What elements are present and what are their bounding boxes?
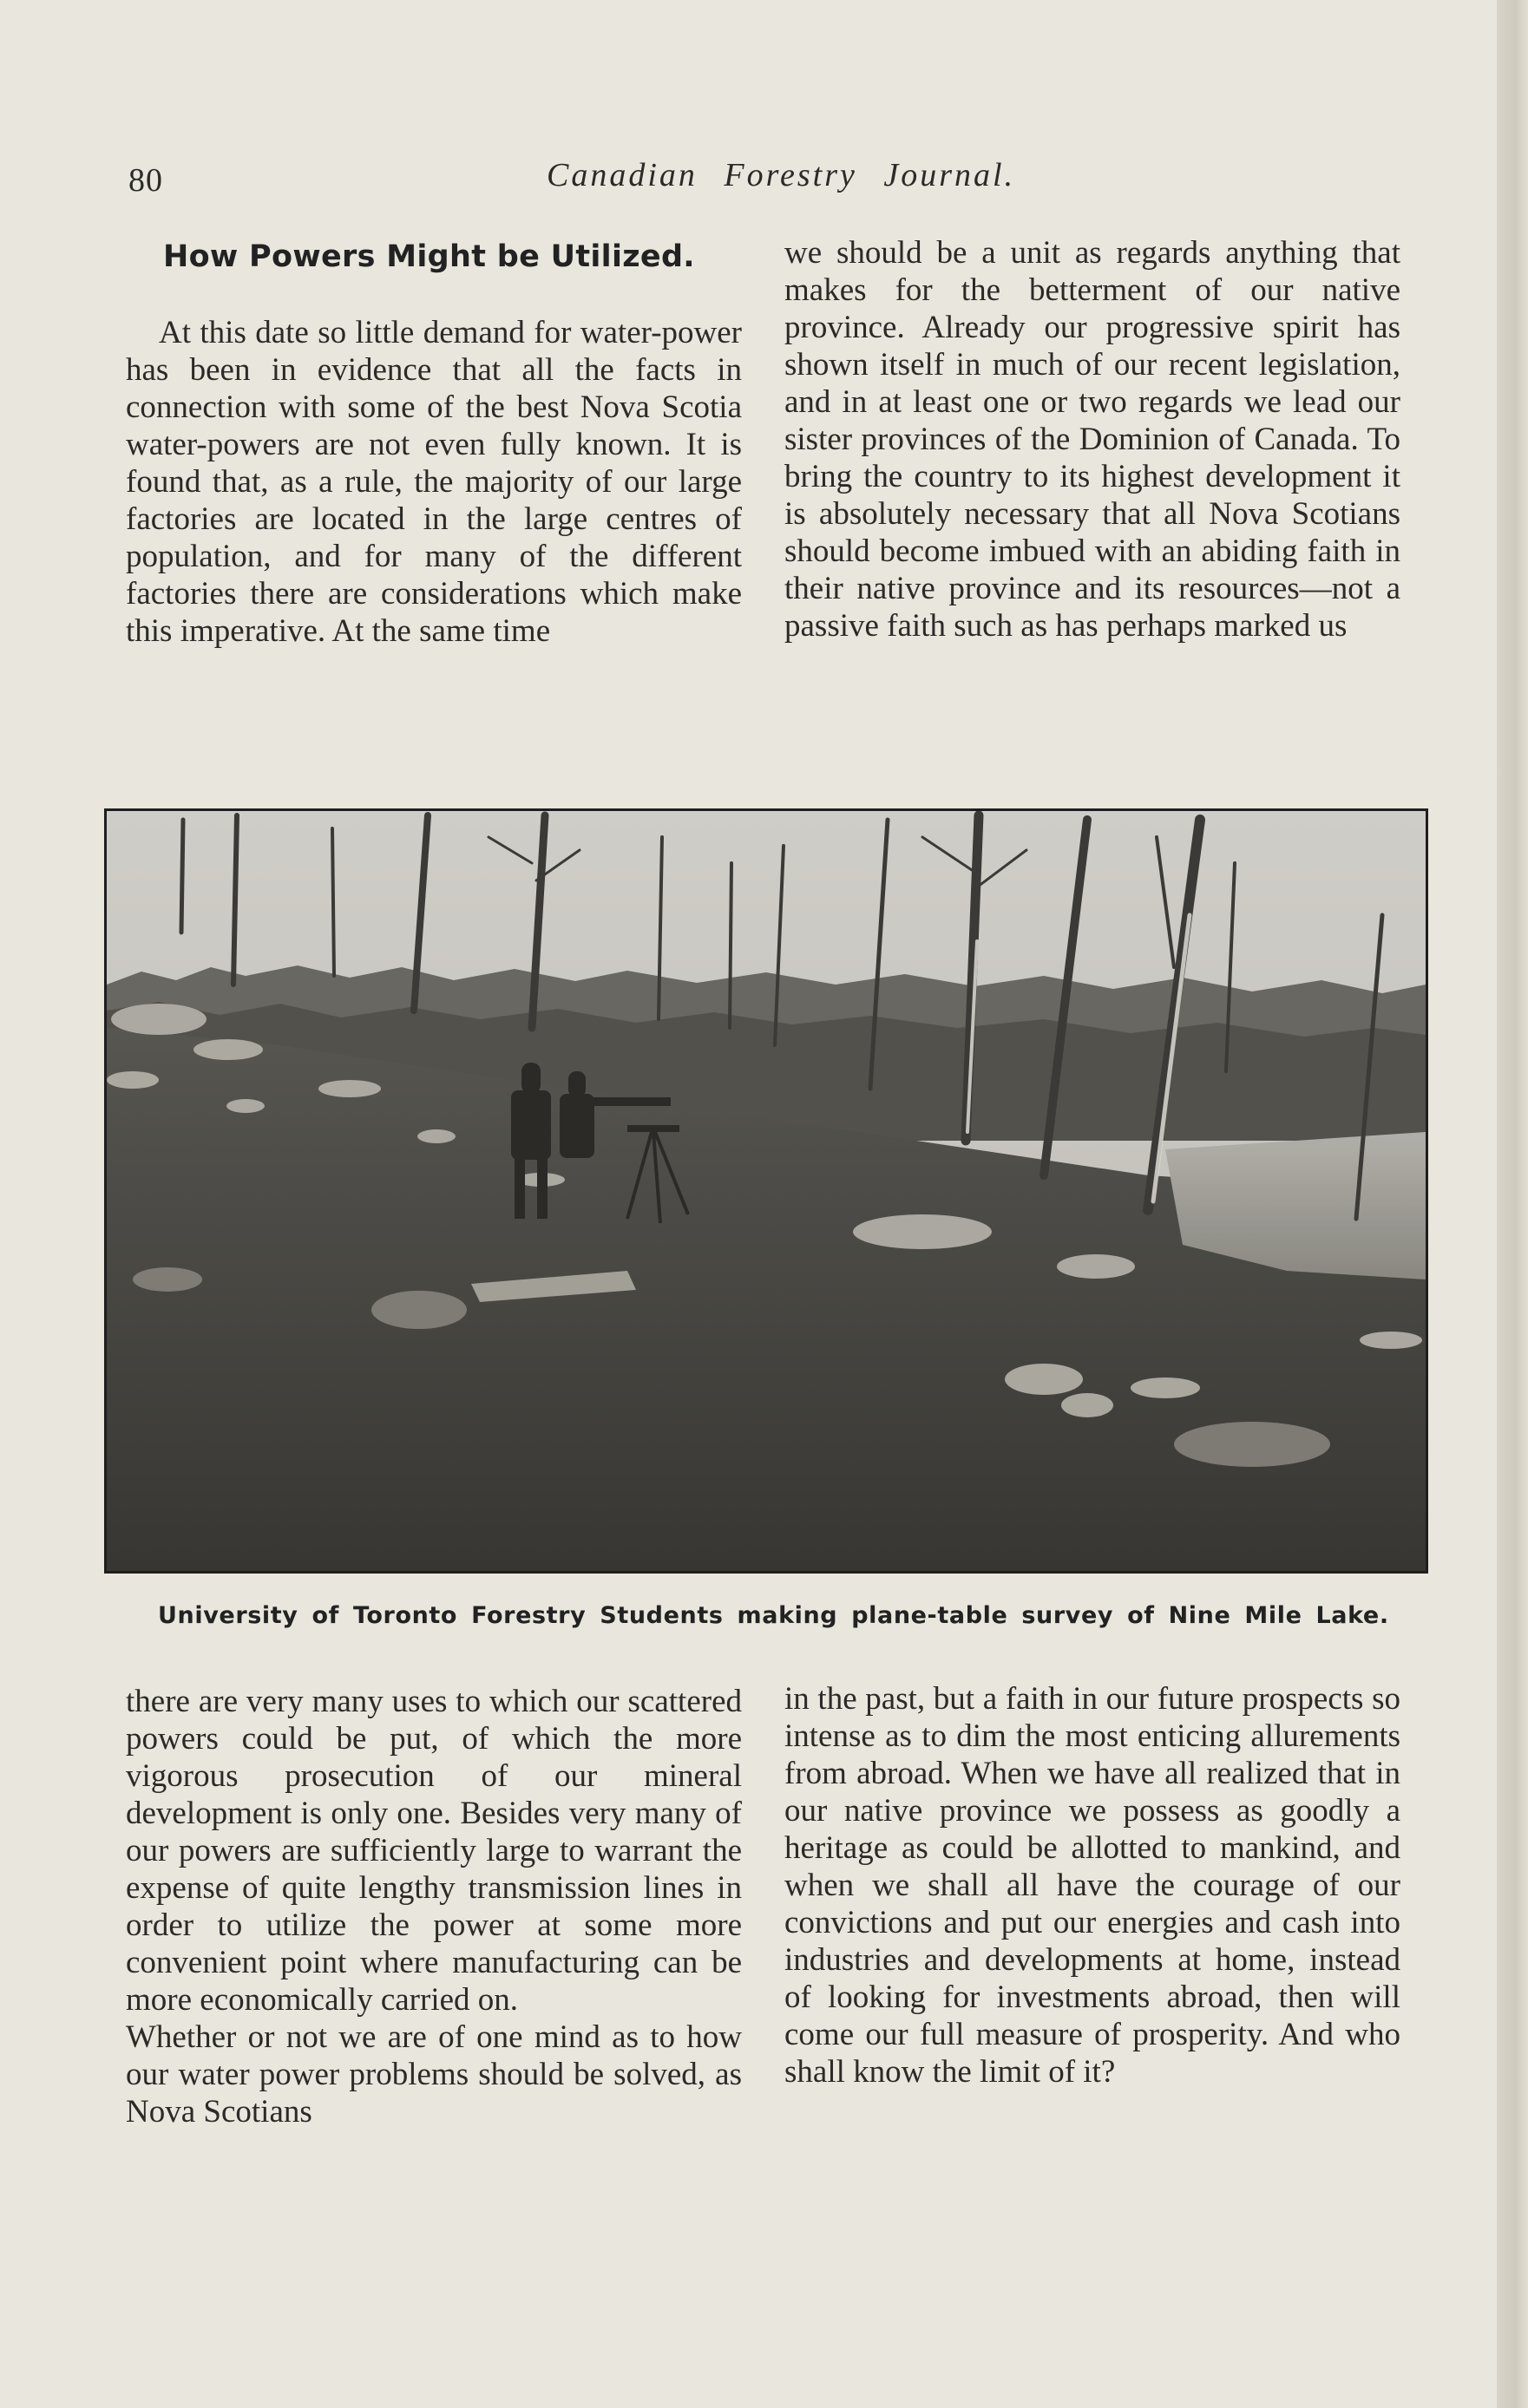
paragraph: there are very many uses to which our scattered powers could be put, of which the more vigorous prosecution of our mineral development is only one. Besides very many of our powers are sufficiently large to warrant the expense of quite lengthy transmission lines in order to utilize the power at some more convenient point where manufacturing can be more economically carried on. (126, 1684, 742, 2018)
paragraph: we should be a unit as regards anything that makes for the betterment of our native province. Already our progressive spirit has shown itself in much of our recent legislation, and in at least one or two regards we lead our sister provinces of the Dominion of Canada. To bring the country to its highest development it is absolutely necessary that all Nova Scotians should become imbued with an abiding faith in their native province and its resources—not a passive faith such as has perhaps marked us (784, 235, 1400, 644)
running-title: Canadian Forestry Journal. (547, 157, 1016, 193)
page-number: 80 (128, 162, 163, 199)
figure-photo (104, 808, 1428, 1574)
paragraph: At this date so little demand for water-power has been in evidence that all the facts in connection with some of the best Nova Scotia water-powers are not even fully known. It is found that, as a rule, the majority of our large factories are located in the large centres of population, and for many of the different factories there are considerations which make this imperative. At the same time (126, 315, 742, 649)
paragraph: Whether or not we are of one mind as to how our water power problems should be solved, as Nova Scotians (126, 2019, 742, 2130)
column-top-right (784, 234, 1400, 645)
forest-survey-photo (107, 811, 1426, 1571)
column-bottom-left (126, 1683, 742, 2130)
column-bottom-right (784, 1680, 1400, 2091)
paragraph: in the past, but a faith in our future prospects so intense as to dim the most enticing allurements from abroad. When we have all realized that in our native province we possess as goodly a heritage as could be allotted to mankind, and when we shall all have the courage of our convictions and put our energies and cash into industries and developments at home, instead of looking for investments abroad, then will come our full measure of prosperity. And who shall know the limit of it? (784, 1681, 1400, 2090)
section-heading: How Powers Might be Utilized. (163, 239, 695, 274)
figure-caption: University of Toronto Forestry Students making plane-table survey of Nine Mile Lake. (158, 1602, 1389, 1629)
page-edge-shadow (1497, 0, 1528, 2408)
column-top-left (126, 314, 742, 650)
